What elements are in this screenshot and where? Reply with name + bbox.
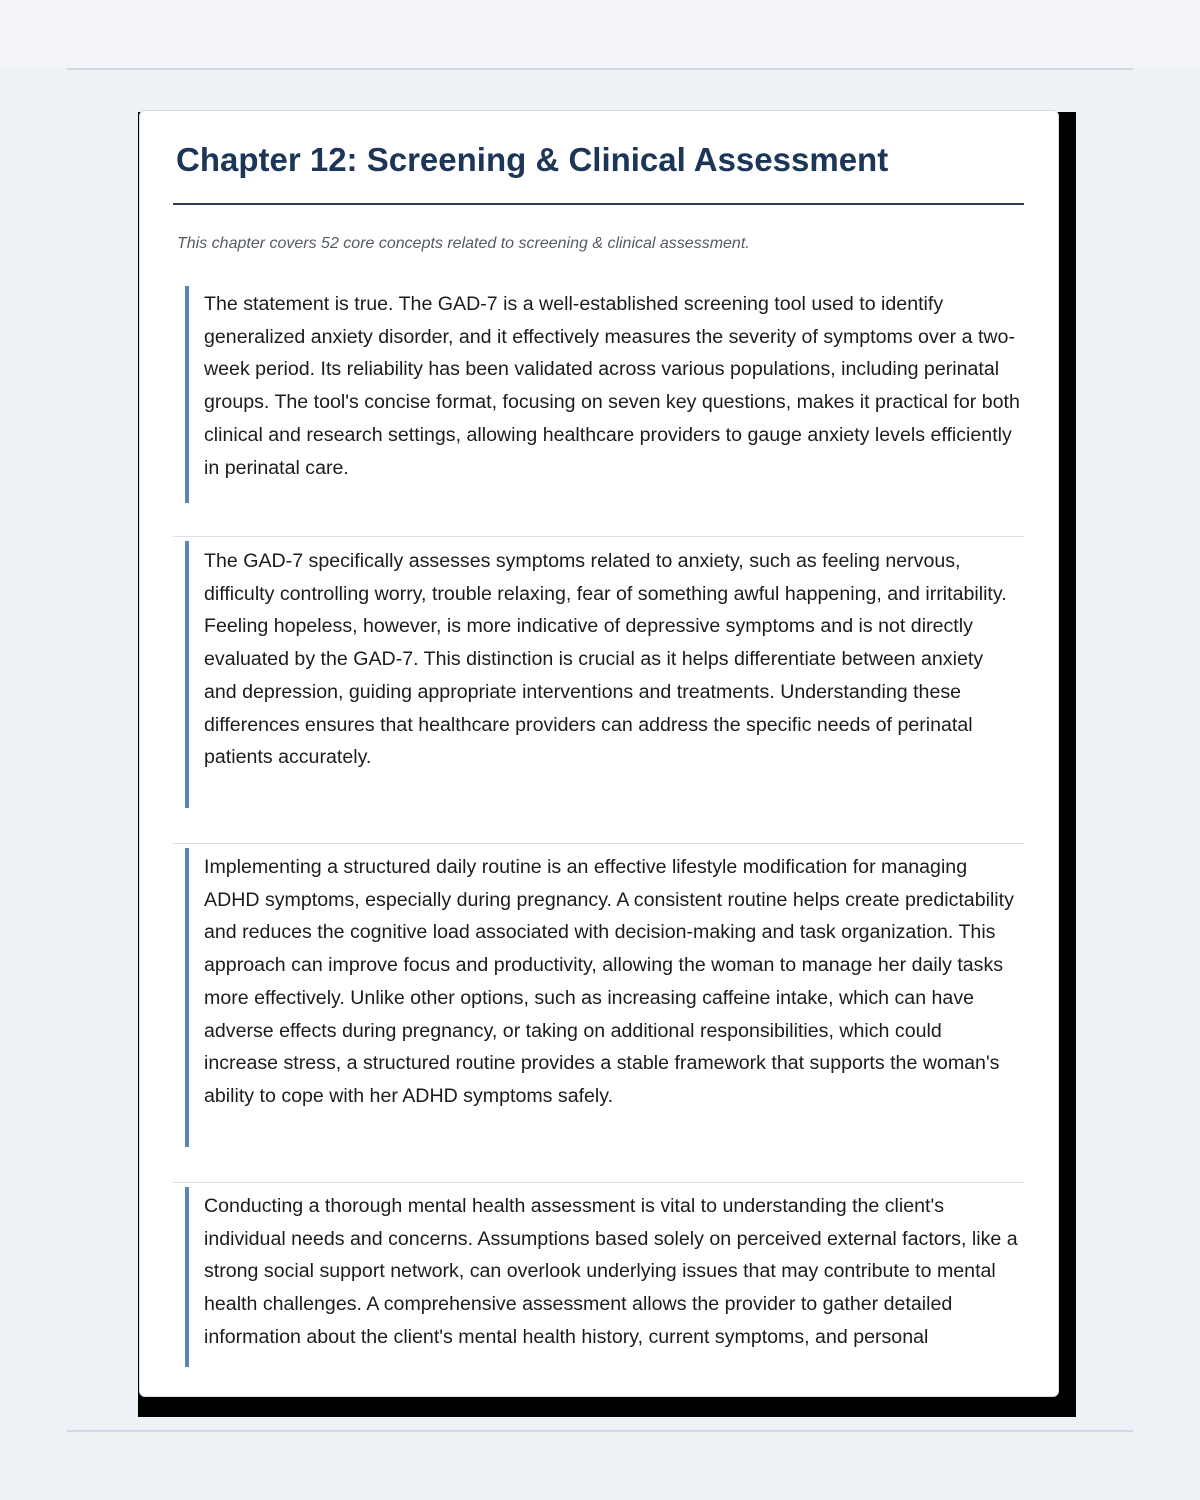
chapter-title: Chapter 12: Screening & Clinical Assessment <box>176 141 889 178</box>
concept-text: Implementing a structured daily routine is an effective lifestyle modification for managing ADHD symptoms, especially during pregnancy. A consistent routine helps create predictability and reduces the cognitive load associated with decision-making and task organization. This approach can improve focus and productivity, allowing the woman to manage her daily tasks more effectively. Unlike other options, such as increasing caffeine intake, which can have adverse effects during pregnancy, or taking on additional responsibilities, which could increase stress, a structured routine provides a stable framework that supports the woman's ability to cope with her ADHD symptoms safely. <box>204 856 1014 1107</box>
concept-text: Conducting a thorough mental health assessment is vital to understanding the client's individual needs and concerns. Assumptions based solely on perceived external factors, like a strong social support network, can overlook underlying issues that may contribute to mental health challenges. A comprehensive assessment allows the provider to gather detailed information about the client's mental health history, current symptoms, and personal <box>204 1195 1018 1348</box>
block-separator <box>173 843 1024 844</box>
concept-text: The statement is true. The GAD-7 is a well-established screening tool used to identify generalized anxiety disorder, and it effectively measures the severity of symptoms over a two-week period. Its reliability has been validated across various populations, including perinatal groups. The tool's concise format, focusing on seven key questions, makes it practical for both clinical and research settings, allowing healthcare providers to gauge anxiety levels efficiently in perinatal care. <box>204 293 1020 479</box>
chapter-intro: This chapter covers 52 core concepts related to screening & clinical assessment. <box>177 235 750 252</box>
bottom-divider <box>67 1430 1133 1432</box>
block-separator <box>173 536 1024 537</box>
concept-text: The GAD-7 specifically assesses symptoms related to anxiety, such as feeling nervous, difficulty controlling worry, trouble relaxing, fear of something awful happening, and irritability. Feeling hopeless, however, is more indicative of depressive symptoms and is not directly evaluated by the GAD-7. This distinction is crucial as it helps differentiate between anxiety and depression, guiding appropriate interventions and treatments. Understanding these differences ensures that healthcare providers can address the specific needs of perinatal patients accurately. <box>204 550 1007 769</box>
concept-block-1 <box>185 286 1021 503</box>
concept-block-3 <box>185 848 1021 1147</box>
title-divider <box>173 203 1024 205</box>
top-divider <box>67 68 1133 70</box>
top-band <box>0 0 1200 68</box>
document-page <box>139 110 1059 1397</box>
concept-block-4 <box>185 1187 1021 1367</box>
block-separator <box>173 1182 1024 1183</box>
concept-block-2 <box>185 541 1021 808</box>
